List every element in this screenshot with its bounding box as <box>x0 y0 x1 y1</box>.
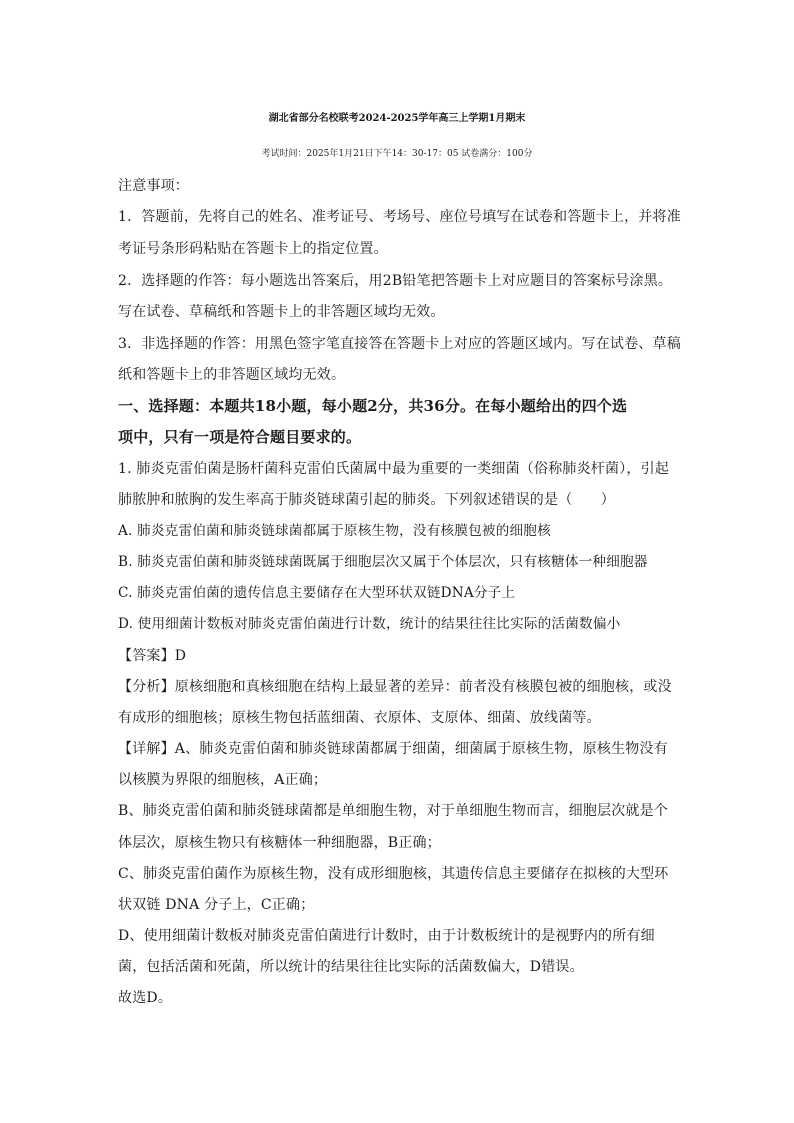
question-stem: 1. 肺炎克雷伯菌是肠杆菌科克雷伯氏菌属中最为重要的一类细菌（俗称肺炎杆菌），引起 <box>118 461 670 477</box>
notice-line: 3．非选择题的作答：用黑色签字笔直接答在答题卡上对应的答题区域内。写在试卷、草稿 <box>118 336 681 352</box>
explanation-line: B、肺炎克雷伯菌和肺炎链球菌都是单细胞生物，对于单细胞生物而言，细胞层次就是个 <box>118 803 669 819</box>
notice-line: 考证号条形码粘贴在答题卡上的指定位置。 <box>118 241 388 257</box>
option-b: B. 肺炎克雷伯菌和肺炎链球菌既属于细胞层次又属于个体层次，只有核糖体一种细胞器 <box>118 554 648 570</box>
explanation-line: 【详解】A、肺炎克雷伯菌和肺炎链球菌都属于细菌，细菌属于原核生物，原核生物没有 <box>118 741 668 757</box>
section-heading: 一、选择题：本题共18小题，每小题2分，共36分。在每小题给出的四个选 <box>118 397 628 415</box>
section-heading: 项中，只有一项是符合题目要求的。 <box>118 428 362 446</box>
question-stem: 肺脓肿和脓胸的发生率高于肺炎链球菌引起的肺炎。下列叙述错误的是（ ） <box>118 492 615 508</box>
explanation-line: 菌，包括活菌和死菌，所以统计的结果往往比实际的活菌数偏大，D错误。 <box>118 959 584 975</box>
explanation-line: D、使用细菌计数板对肺炎克雷伯菌进行计数时，由于计数板统计的是视野内的所有细 <box>118 928 655 944</box>
notice-line: 写在试卷、草稿纸和答题卡上的非答题区域均无效。 <box>118 304 445 320</box>
explanation-line: C、肺炎克雷伯菌作为原核生物，没有成形细胞核，其遗传信息主要储存在拟核的大型环 <box>118 866 669 882</box>
explanation-line: 状双链 DNA 分子上，C正确； <box>118 897 315 913</box>
notice-line: 1．答题前，先将自己的姓名、准考证号、考场号、座位号填写在试卷和答题卡上，并将准 <box>118 209 681 225</box>
analysis-line: 【分析】原核细胞和真核细胞在结构上最显著的差异：前者没有核膜包被的细胞核，或没 <box>118 679 672 695</box>
option-a: A. 肺炎克雷伯菌和肺炎链球菌都属于原核生物，没有核膜包被的细胞核 <box>118 523 551 539</box>
exam-info: 考试时间：2025年1月21日下午14：30-17：05 试卷满分：100分 <box>261 149 533 159</box>
notice-line: 纸和答题卡上的非答题区域均无效。 <box>118 367 346 383</box>
explanation-line: 体层次，原核生物只有核糖体一种细胞器，B正确； <box>118 835 441 851</box>
option-d: D. 使用细菌计数板对肺炎克雷伯菌进行计数，统计的结果往往比实际的活菌数偏小 <box>118 616 621 632</box>
explanation-line: 以核膜为界限的细胞核，A正确； <box>118 772 328 788</box>
option-c: C. 肺炎克雷伯菌的遗传信息主要储存在大型环状双链DNA分子上 <box>118 585 516 601</box>
analysis-line: 有成形的细胞核；原核生物包括蓝细菌、衣原体、支原体、细菌、放线菌等。 <box>118 710 601 726</box>
notice-heading: 注意事项： <box>118 178 189 194</box>
explanation-line: 故选D。 <box>118 990 173 1006</box>
notice-line: 2．选择题的作答：每小题选出答案后，用2B铅笔把答题卡上对应题目的答案标号涂黑。 <box>118 273 673 289</box>
answer-line: 【答案】D <box>118 648 187 664</box>
page-title: 湖北省部分名校联考2024-2025学年高三上学期1月期末 <box>268 113 526 124</box>
